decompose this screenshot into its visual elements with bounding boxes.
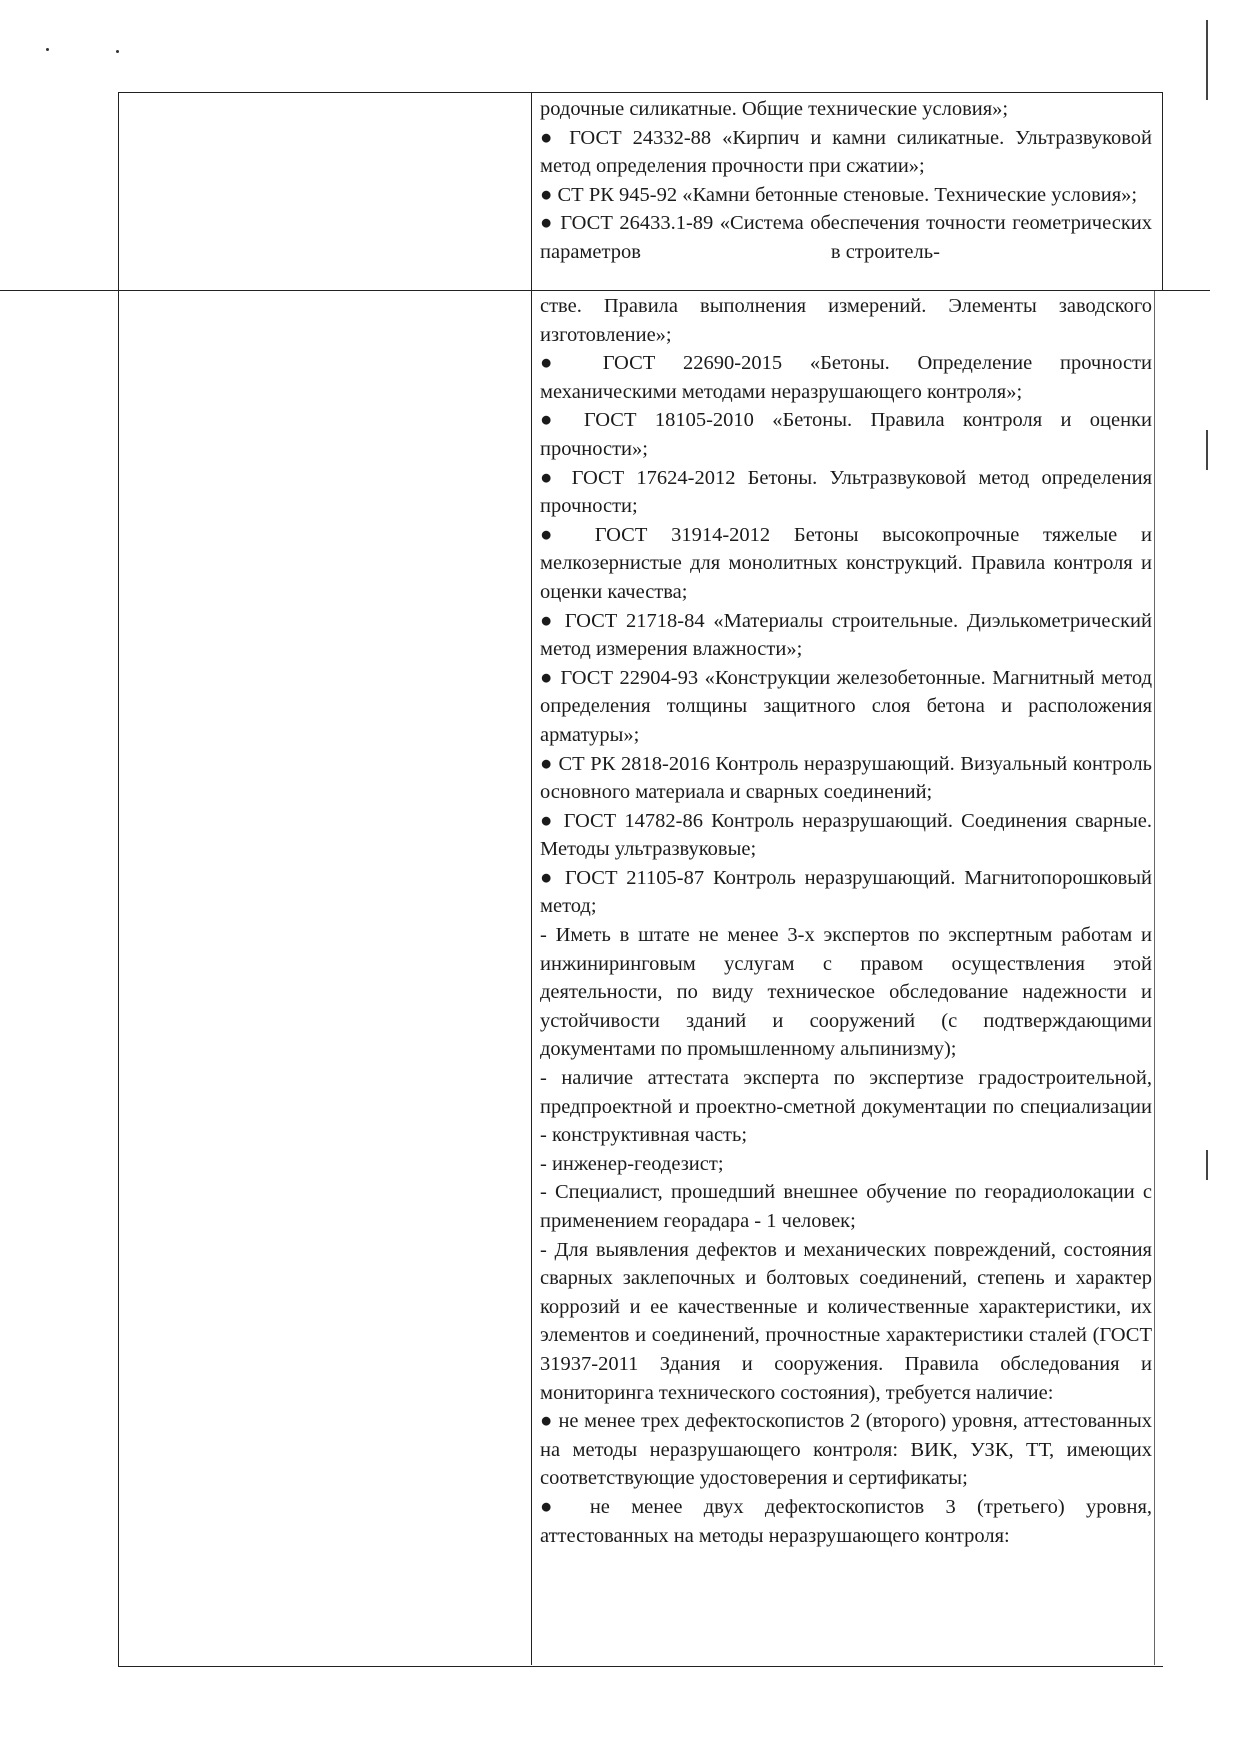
paragraph: ● ГОСТ 21718-84 «Материалы строительные. Диэлькометрический метод измерения влажности»; — [540, 609, 1152, 661]
table-cell-requirements-row1 — [540, 95, 1152, 267]
paragraph: ● СТ РК 945-92 «Камни бетонные стеновые. Технические условия»; — [540, 183, 1138, 206]
column-divider — [531, 92, 532, 1665]
paragraph-start: ● ГОСТ 26433.1-89 «Система обеспечения точности геометрических параметров — [540, 212, 1152, 263]
scan-edge-mark — [1206, 20, 1208, 100]
paragraph: ● не менее двух дефектоскопистов 3 (третьего) уровня, аттестованных на методы неразрушающего контроля: — [540, 1495, 1152, 1547]
paragraph: - Иметь в штате не менее 3-х экспертов по экспертным работам и инжиниринговым услугам с правом осуществления этой деятельности, по виду техническое обследование надежности и устойчивости зданий и сооружений (с подтверждающими документами по промышленному альпинизму); — [540, 924, 1152, 1061]
scan-edge-mark — [1206, 430, 1208, 470]
scan-edge-mark — [1206, 1150, 1208, 1180]
paragraph: ● ГОСТ 22690-2015 «Бетоны. Определение прочности механическими методами неразрушающего контроля»; — [540, 352, 1152, 403]
paragraph: ● ГОСТ 22904-93 «Конструкции железобетонные. Магнитный метод определения толщины защитного слоя бетона и расположения арматуры»; — [540, 666, 1152, 746]
paragraph: ● ГОСТ 24332-88 «Кирпич и камни силикатные. Ультразвуковой метод определения прочности при сжатии»; — [540, 126, 1152, 178]
paragraph: ● ГОСТ 21105-87 Контроль неразрушающий. Магнитопорошковый метод; — [540, 866, 1152, 918]
paragraph: - инженер-геодезист; — [540, 1152, 724, 1175]
row-divider — [0, 290, 1210, 291]
paragraph: - Специалист, прошедший внешнее обучение по георадиолокации с применением георадара - 1 человек; — [540, 1181, 1152, 1232]
paragraph: ● ГОСТ 18105-2010 «Бетоны. Правила контроля и оценки прочности»; — [540, 409, 1152, 460]
paragraph: стве. Правила выполнения измерений. Элементы заводского изготовление»; — [540, 295, 1152, 346]
scan-speck — [116, 50, 119, 53]
paragraph: ● СТ РК 2818-2016 Контроль неразрушающий. Визуальный контроль основного материала и сварных соединений; — [540, 752, 1152, 804]
paragraph — [540, 209, 1152, 266]
table-right-border-bottom — [1154, 290, 1155, 1665]
paragraph: - наличие аттестата эксперта по экспертизе градостроительной, предпроектной и проектно-сметной документации по специализации - конструктивная часть; — [540, 1067, 1152, 1147]
paragraph: ● ГОСТ 14782-86 Контроль неразрушающий. Соединения сварные. Методы ультразвуковые; — [540, 809, 1152, 861]
scan-speck — [46, 48, 49, 51]
paragraph: ● не менее трех дефектоскопистов 2 (второго) уровня, аттестованных на методы неразрушающего контроля: ВИК, УЗК, ТТ, имеющих соответствующие удостоверения и сертификаты; — [540, 1410, 1152, 1490]
paragraph-end: в строитель- — [830, 240, 940, 263]
paragraph: ● ГОСТ 17624-2012 Бетоны. Ультразвуковой метод определения прочности; — [540, 466, 1152, 518]
table-cell-requirements-row2 — [540, 292, 1152, 1550]
table-right-border-top — [1162, 92, 1163, 290]
paragraph: ● ГОСТ 31914-2012 Бетоны высокопрочные тяжелые и мелкозернистые для монолитных конструкций. Правила контроля и оценки качества; — [540, 523, 1152, 603]
paragraph: - Для выявления дефектов и механических повреждений, состояния сварных заклепочных и болтовых соединений, степень и характер коррозий и ее качественные и количественные характеристики, их элементов и соединений, прочностные характеристики сталей (ГОСТ 31937-2011 Здания и сооружения. Правила обследования и мониторинга технического состояния), требуется наличие: — [540, 1238, 1152, 1404]
paragraph: родочные силикатные. Общие технические условия»; — [540, 98, 1009, 120]
